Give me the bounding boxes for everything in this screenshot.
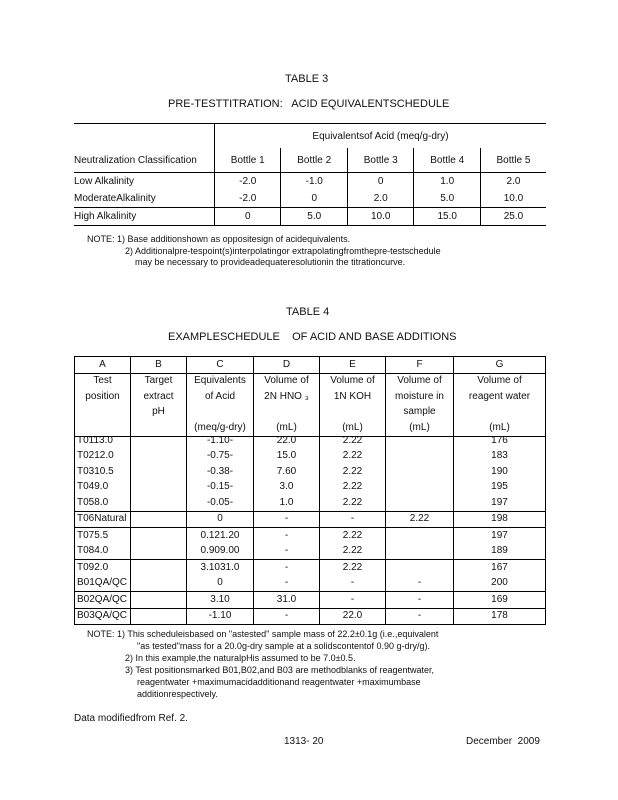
table4-label: TABLE 4 [286, 306, 330, 318]
table-cell: 31.0 [254, 592, 320, 609]
table3-col-3: Bottle 3 [347, 148, 413, 173]
table-cell [131, 495, 187, 511]
table-cell: - [386, 608, 454, 625]
header-cell: Target [131, 373, 187, 389]
table-cell [386, 480, 454, 496]
table-cell [131, 544, 187, 560]
col-letter: E [320, 357, 386, 374]
table-row [75, 560, 546, 576]
header-cell: (mL) [320, 420, 386, 436]
table-cell: - [254, 544, 320, 560]
table-cell: - [254, 576, 320, 592]
table-cell: 197 [454, 495, 546, 511]
table-cell: 2.22 [320, 433, 386, 449]
col-letter: G [454, 357, 546, 374]
table-cell: 3.10 [187, 592, 254, 609]
table-cell [386, 449, 454, 465]
table-cell: 190 [454, 464, 546, 480]
table-cell: 0 [187, 511, 254, 528]
table-row [75, 528, 546, 544]
table-cell: 7.60 [254, 464, 320, 480]
table-row [75, 592, 546, 609]
table-cell: 169 [454, 592, 546, 609]
table-cell [131, 576, 187, 592]
table-cell: - [320, 511, 386, 528]
table3-col-5: Bottle 5 [480, 148, 546, 173]
table3-note-2a: 2) Additionalpre-tespoint(s)interpolatingor extrapolatingfromthepre-testschedule [125, 246, 441, 256]
header-cell: reagent water [454, 389, 546, 405]
table-row [74, 208, 546, 226]
table4-title: EXAMPLESCHEDULE OF ACID AND BASE ADDITIONS [168, 331, 457, 343]
table-cell: 2.22 [386, 511, 454, 528]
cell: -2.0 [215, 190, 281, 208]
table-cell [386, 433, 454, 449]
header-cell: pH [131, 405, 187, 421]
table-cell: 2.22 [320, 560, 386, 576]
table-cell: -1.10- [187, 433, 254, 449]
header-cell: 2N HNO ₃ [254, 389, 320, 405]
table-row [74, 190, 546, 208]
header-cell: (mL) [386, 420, 454, 436]
table-cell: -0.15- [187, 480, 254, 496]
table-cell: -0.75- [187, 449, 254, 465]
table4-note-3b: reagentwater +maximumacidadditionand reagentwater +maximumbase [137, 677, 421, 687]
table-cell: 197 [454, 528, 546, 544]
table4-body [74, 433, 546, 625]
table-cell: - [254, 528, 320, 544]
table-cell: 15.0 [254, 449, 320, 465]
table-cell: -0.38- [187, 464, 254, 480]
col-letter: C [187, 357, 254, 374]
table3-title: PRE-TESTTITRATION: ACID EQUIVALENTSCHEDULE [168, 98, 450, 110]
table-cell: - [320, 576, 386, 592]
row-label: Low Alkalinity [74, 176, 135, 187]
table-cell: 1.0 [254, 495, 320, 511]
header-cell: position [75, 389, 131, 405]
table-cell: T06Natural [75, 511, 131, 528]
cell: 25.0 [480, 208, 546, 226]
header-cell: moisture in [386, 389, 454, 405]
table-cell: 2.22 [320, 528, 386, 544]
table-cell: - [386, 592, 454, 609]
table-cell: 22.0 [320, 608, 386, 625]
header-cell: Volume of [386, 373, 454, 389]
row-label: High Alkalinity [74, 208, 215, 226]
cell: 1.0 [414, 173, 480, 191]
header-cell: sample [386, 405, 454, 421]
table4-note-3a: 3) Test positionsmarked B01,B02,and B03 are methodblanks of reagentwater, [125, 665, 435, 675]
table-cell [131, 480, 187, 496]
cell: 15.0 [414, 208, 480, 226]
table-cell: 22.0 [254, 433, 320, 449]
table-cell [131, 511, 187, 528]
table-cell [131, 449, 187, 465]
table-row [75, 544, 546, 560]
table-cell: 2.22 [320, 495, 386, 511]
col-letter: B [131, 357, 187, 374]
header-cell: (meq/g-dry) [187, 420, 254, 436]
table-cell [386, 464, 454, 480]
table-cell [386, 560, 454, 576]
table-cell [131, 464, 187, 480]
table-cell: - [254, 511, 320, 528]
table-cell: - [320, 592, 386, 609]
table-cell: T092.0 [75, 560, 131, 576]
table4-note-3c: additionrespectively. [137, 689, 218, 699]
table-row [75, 495, 546, 511]
column-letters [75, 357, 546, 374]
table-cell: 200 [454, 576, 546, 592]
header-cell: Test [75, 373, 131, 389]
cell: 0 [347, 173, 413, 191]
cell: 5.0 [281, 208, 347, 226]
table-cell: B01QA/QC [75, 576, 131, 592]
table-cell [131, 608, 187, 625]
header-cell: Equivalents [187, 373, 254, 389]
table-cell: 3.1031.0 [187, 560, 254, 576]
table-cell: 2.22 [320, 464, 386, 480]
header-cell: extract [131, 389, 187, 405]
cell: -1.0 [281, 173, 347, 191]
table3 [74, 123, 546, 226]
cell: 5.0 [414, 190, 480, 208]
table-row [75, 480, 546, 496]
table-cell: 3.0 [254, 480, 320, 496]
header-cell: Volume of [320, 373, 386, 389]
table-cell: - [386, 576, 454, 592]
table-cell: -1.10 [187, 608, 254, 625]
col-letter: A [75, 357, 131, 374]
table-cell [386, 528, 454, 544]
header-cell: of Acid [187, 389, 254, 405]
table-cell: 0 [187, 576, 254, 592]
col-letter: D [254, 357, 320, 374]
table3-label: TABLE 3 [285, 73, 329, 85]
header-cell: (mL) [254, 420, 320, 436]
table-cell: T0310.5 [75, 464, 131, 480]
table-cell: - [254, 560, 320, 576]
table-row [75, 576, 546, 592]
table4-note-2: 2) In this example,the naturalpHis assumed to be 7.0±0.5. [125, 653, 356, 663]
table4-note-1a: NOTE: 1) This scheduleisbased on "astested" sample mass of 22.2±0.1g (i.e.,equivalent [87, 629, 439, 639]
table-cell: 167 [454, 560, 546, 576]
table-row [74, 173, 546, 191]
table-cell [131, 592, 187, 609]
header-row [75, 389, 546, 405]
cell: 0 [281, 190, 347, 208]
cell: 2.0 [347, 190, 413, 208]
table3-note-2b: may be necessary to provideadequateresolutionin the titrationcurve. [135, 257, 406, 267]
table-cell: T0113.0 [75, 433, 131, 449]
table-cell: T075.5 [75, 528, 131, 544]
table-cell: -0.05- [187, 495, 254, 511]
header-row [75, 373, 546, 389]
cell: -2.0 [215, 173, 281, 191]
header-row [75, 405, 546, 421]
table-cell: 2.22 [320, 480, 386, 496]
page-number: 1313- 20 [284, 736, 324, 747]
table-row [75, 433, 546, 449]
header-cell: Volume of [254, 373, 320, 389]
cell: 10.0 [480, 190, 546, 208]
table-row [75, 511, 546, 528]
row-label: ModerateAlkalinity [74, 190, 215, 208]
table-cell: 0.909.00 [187, 544, 254, 560]
table-cell: 189 [454, 544, 546, 560]
table-cell [386, 544, 454, 560]
header-cell: Volume of [454, 373, 546, 389]
table-cell: 0.121.20 [187, 528, 254, 544]
table-cell: 183 [454, 449, 546, 465]
table-cell: T058.0 [75, 495, 131, 511]
table-cell: T084.0 [75, 544, 131, 560]
table-row [75, 464, 546, 480]
cell: 0 [215, 208, 281, 226]
table-cell: 176 [454, 433, 546, 449]
table-cell [386, 495, 454, 511]
header-cell: 1N KOH [320, 389, 386, 405]
header-cell: (mL) [454, 420, 546, 436]
cell: 2.0 [480, 173, 546, 191]
table-cell [131, 528, 187, 544]
table3-note-1: NOTE: 1) Base additionshown as oppositesign of acidequivalents. [87, 234, 351, 244]
table-cell: 198 [454, 511, 546, 528]
table4-rows [75, 433, 546, 625]
table-cell: T0212.0 [75, 449, 131, 465]
table-cell: B02QA/QC [75, 592, 131, 609]
table-cell: T049.0 [75, 480, 131, 496]
table4-note-1b: "as tested"mass for a 20.0g-dry sample at a solidscontentof 0.90 g-dry/g). [137, 641, 431, 651]
cell: 10.0 [347, 208, 413, 226]
table3-col-2: Bottle 2 [281, 148, 347, 173]
document-date: December 2009 [466, 736, 540, 747]
table-cell: 2.22 [320, 544, 386, 560]
table-cell: 2.22 [320, 449, 386, 465]
table-cell: B03QA/QC [75, 608, 131, 625]
table3-group-header: Equivalentsof Acid (meq/g-dry) [215, 124, 547, 149]
table-row [75, 608, 546, 625]
table-cell [131, 433, 187, 449]
table-cell: - [254, 608, 320, 625]
table3-col-1: Bottle 1 [215, 148, 281, 173]
table3-col-4: Bottle 4 [414, 148, 480, 173]
table-cell [131, 560, 187, 576]
table4 [74, 356, 546, 437]
table-cell: 195 [454, 480, 546, 496]
table-cell: 178 [454, 608, 546, 625]
source-note: Data modifiedfrom Ref. 2. [74, 713, 188, 724]
col-letter: F [386, 357, 454, 374]
table3-row-header: Neutralization Classification [74, 148, 215, 173]
table-row [75, 449, 546, 465]
